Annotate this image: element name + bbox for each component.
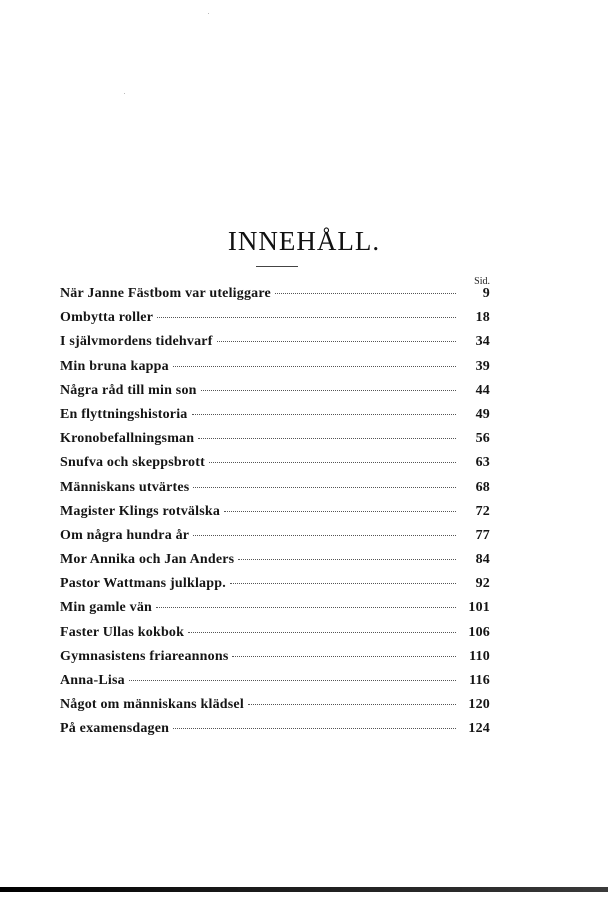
toc-entry-title: Faster Ullas kokbok	[60, 624, 185, 640]
toc-entry-page: 34	[475, 334, 490, 350]
toc-entry-page: 92	[475, 576, 490, 592]
toc-entry-page: 49	[475, 406, 490, 422]
toc-entry-page: 116	[469, 673, 490, 688]
toc-entry	[60, 528, 490, 552]
toc-entry	[60, 383, 490, 407]
toc-entry-title: Gymnasistens friareannons	[60, 648, 229, 664]
toc-dot-leader	[198, 438, 456, 439]
toc-entry-title: Några råd till min son	[60, 382, 197, 398]
toc-entry-page: 68	[475, 479, 490, 495]
toc-entry-title: När Janne Fästbom var uteliggare	[60, 286, 271, 301]
toc-entry-title: Ombytta roller	[60, 310, 154, 326]
toc-entry	[60, 673, 490, 697]
toc-entry	[60, 649, 490, 673]
toc-entry-title: Pastor Wattmans julklapp.	[60, 576, 226, 592]
toc-entry-page: 72	[475, 503, 490, 519]
toc-entry-page: 124	[468, 721, 490, 737]
toc-entry	[60, 310, 490, 334]
toc-entry	[60, 600, 490, 624]
toc-entry-title: Min gamle vän	[60, 600, 153, 616]
toc-entry-title: Magister Klings rotvälska	[60, 503, 221, 519]
toc-entry	[60, 504, 490, 528]
toc-entry-page: 101	[468, 600, 490, 616]
toc-dot-leader	[209, 462, 456, 463]
toc-entry-title: En flyttningshistoria	[60, 406, 188, 422]
toc-entry-page: 84	[475, 552, 490, 568]
toc-dot-leader	[224, 511, 456, 512]
scan-edge-shadow	[0, 887, 608, 892]
toc-dot-leader	[238, 559, 456, 560]
toc-entry-page: 110	[469, 648, 490, 664]
toc-entry	[60, 625, 490, 649]
page-title: INNEHÅLL.	[227, 226, 381, 256]
toc-entry-title: Något om människans klädsel	[60, 697, 244, 713]
toc-entry-page: 18	[475, 310, 490, 326]
toc-dot-leader	[192, 414, 457, 415]
toc-dot-leader	[201, 390, 456, 391]
toc-entry-title: Min bruna kappa	[60, 358, 169, 374]
scan-bottom-edge	[0, 883, 608, 897]
toc-dot-leader	[217, 341, 456, 342]
toc-entry	[60, 552, 490, 576]
toc-entry	[60, 359, 490, 383]
toc-entry-title: På examensdagen	[60, 721, 170, 737]
toc-entry-page: 39	[475, 358, 490, 374]
toc-dot-leader	[275, 293, 456, 294]
toc-entry-title: Mor Annika och Jan Anders	[60, 552, 235, 568]
table-of-contents	[60, 286, 490, 746]
toc-entry-title: Kronobefallningsman	[60, 431, 195, 447]
toc-dot-leader	[193, 535, 456, 536]
toc-dot-leader	[248, 704, 456, 705]
toc-entry	[60, 576, 490, 600]
toc-entry-page: 106	[468, 624, 490, 640]
toc-entry-page: 56	[475, 431, 490, 447]
toc-entry-title: I självmordens tidehvarf	[60, 334, 213, 350]
toc-dot-leader	[157, 317, 456, 318]
toc-entry-page: 120	[468, 697, 490, 713]
toc-dot-leader	[173, 728, 456, 729]
toc-entry-page: 63	[475, 455, 490, 471]
toc-dot-leader	[230, 583, 456, 584]
paper-speck	[208, 13, 209, 14]
toc-entry	[60, 286, 490, 310]
toc-entry-page: 77	[475, 527, 490, 543]
toc-dot-leader	[156, 607, 456, 608]
toc-entry	[60, 455, 490, 479]
toc-entry-title: Om några hundra år	[60, 527, 190, 543]
toc-dot-leader	[232, 656, 456, 657]
toc-entry	[60, 407, 490, 431]
toc-entry	[60, 431, 490, 455]
toc-entry-title: Anna-Lisa	[60, 673, 125, 688]
paper-speck	[124, 93, 125, 94]
toc-entry-title: Människans utvärtes	[60, 479, 190, 495]
toc-entry	[60, 334, 490, 358]
page-column-label: Sid.	[474, 276, 490, 287]
toc-dot-leader	[129, 680, 456, 681]
title-divider	[256, 266, 298, 267]
toc-entry-title: Snufva och skeppsbrott	[60, 455, 205, 471]
toc-entry	[60, 721, 490, 745]
toc-entry-page: 44	[475, 382, 490, 398]
toc-entry	[60, 480, 490, 504]
toc-dot-leader	[193, 487, 456, 488]
toc-dot-leader	[173, 366, 456, 367]
toc-entry	[60, 697, 490, 721]
toc-dot-leader	[188, 632, 456, 633]
toc-entry-page: 9	[482, 286, 490, 301]
